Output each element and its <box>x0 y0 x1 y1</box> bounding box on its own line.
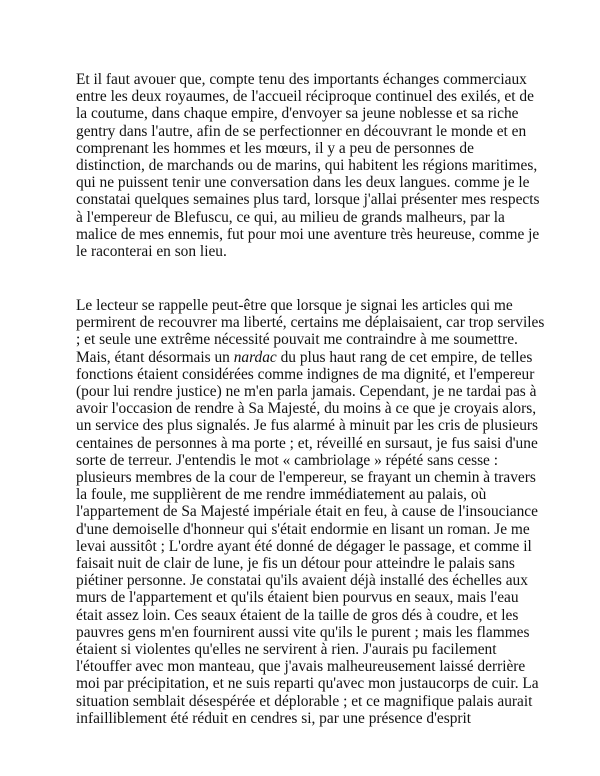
text-line: constatai quelques semaines plus tard, lorsque j'allai présenter mes respects <box>76 191 540 209</box>
text-segment: Mais, étant désormais un <box>76 348 234 366</box>
text-line: étaient si violentes qu'elles ne servirent à rien. J'aurais pu facilement <box>76 641 497 659</box>
text-line: centaines de personnes à ma porte ; et, réveillé en sursaut, je fus saisi d'une <box>76 434 538 452</box>
text-line: comprenant les hommes et les mœurs, il y a peu de personnes de <box>76 139 474 157</box>
text-line: piétiner personne. Je constatai qu'ils avaient déjà installé des échelles aux <box>76 572 528 590</box>
text-line: moi par précipitation, et ne suis reparti qu'avec mon justaucorps de cuir. La <box>76 675 539 693</box>
text-line: le raconterai en son lieu. <box>76 243 227 261</box>
text-line: qui ne puissent tenir une conversation dans les deux langues. comme je le <box>76 174 530 192</box>
text-line: était assez loin. Ces seaux étaient de la taille de gros dés à coudre, et les <box>76 606 519 624</box>
paragraph-2 <box>76 297 545 727</box>
text-line: infailliblement été réduit en cendres si, par une présence d'esprit <box>76 709 472 727</box>
text-line: sorte de terreur. J'entendis le mot « cambriolage » répété sans cesse : <box>76 451 499 469</box>
text-segment: du plus haut rang de cet empire, de telles <box>276 348 533 366</box>
text-line: d'une demoiselle d'honneur qui s'était endormie en lisant un roman. Je me <box>76 520 530 538</box>
text-line: murs de l'appartement et qu'ils étaient bien pourvus en seaux, mais l'eau <box>76 589 519 607</box>
text-line-with-italic <box>76 349 534 366</box>
text-line: l'appartement de Sa Majesté impériale était en feu, à cause de l'insouciance <box>76 503 538 521</box>
text-line: (pour lui rendre justice) ne m'en parla jamais. Cependant, je ne tardai pas à <box>76 383 537 401</box>
text-line: la coutume, dans chaque empire, d'envoyer sa jeune noblesse et sa riche <box>76 105 519 123</box>
text-line: à l'empereur de Blefuscu, ce qui, au milieu de grands malheurs, par la <box>76 208 505 226</box>
text-line: l'étouffer avec mon manteau, que j'avais malheureusement laissé derrière <box>76 658 526 676</box>
text-line: fonctions étaient considérées comme indignes de ma dignité, et l'empereur <box>76 365 535 383</box>
text-line: situation semblait désespérée et déplorable ; et ce magnifique palais aurait <box>76 692 533 710</box>
text-line: pauvres gens m'en fournirent aussi vite qu'ils le purent ; mais les flammes <box>76 623 530 641</box>
text-line: levai aussitôt ; L'ordre ayant été donné de dégager le passage, et comme il <box>76 537 532 555</box>
text-line: faisait nuit de clair de lune, je fis un détour pour atteindre le palais sans <box>76 555 515 573</box>
text-line: plusieurs membres de la cour de l'empereur, se frayant un chemin à travers <box>76 469 536 487</box>
italic-term: nardac <box>233 348 277 366</box>
text-line: gentry dans l'autre, afin de se perfectionner en découvrant le monde et en <box>76 122 527 140</box>
text-line: la foule, me supplièrent de me rendre immédiatement au palais, où <box>76 486 487 504</box>
text-line: Et il faut avouer que, compte tenu des importants échanges commerciaux <box>76 71 527 88</box>
text-line: avoir l'occasion de rendre à Sa Majesté, du moins à ce que je croyais alors, <box>76 400 537 418</box>
text-line: permirent de recouvrer ma liberté, certains me déplaisaient, car trop serviles <box>76 314 545 332</box>
text-line: entre les deux royaumes, de l'accueil réciproque continuel des exilés, et de <box>76 88 534 106</box>
paragraph-1 <box>76 71 540 261</box>
text-line: ; et seule une extrême nécessité pouvait me contraindre à me soumettre. <box>76 331 518 349</box>
text-line: distinction, de marchands ou de marins, qui habitent les régions maritimes, <box>76 157 538 175</box>
text-line: Le lecteur se rappelle peut-être que lorsque je signai les articles qui me <box>76 297 513 314</box>
text-line: un service des plus signalés. Je fus alarmé à minuit par les cris de plusieurs <box>76 417 539 435</box>
text-line: malice de mes ennemis, fut pour moi une aventure très heureuse, comme je <box>76 225 540 243</box>
